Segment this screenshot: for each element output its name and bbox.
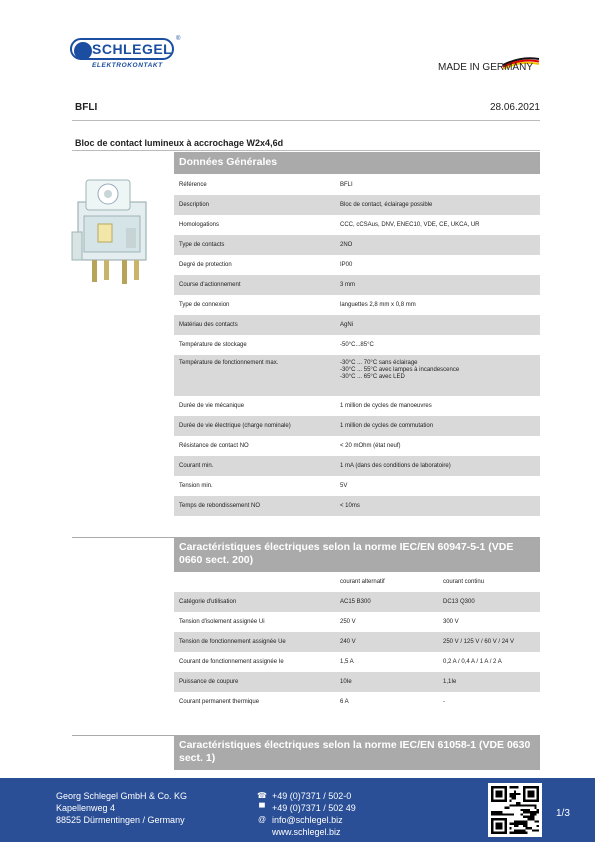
brand-logo <box>70 38 180 72</box>
spec-row <box>174 355 540 396</box>
header-date: 28.06.2021 <box>489 102 540 113</box>
spec-value: < 10ms <box>335 496 540 516</box>
spec-value-dc: DC13 Q300 <box>438 592 540 612</box>
header-divider <box>72 120 540 121</box>
spec-value: 2NO <box>335 235 540 255</box>
footer-city: 88525 Dürmentingen / Germany <box>56 815 185 825</box>
spec-row <box>174 416 540 436</box>
spec-label: Matériau des contacts <box>174 315 335 335</box>
iec61058-section-title: Caractéristiques électriques selon la norme IEC/EN 61058-1 (VDE 0630 sect. 1) <box>174 735 540 770</box>
spec-value-line: -30°C ... 70°C sans éclairage <box>340 360 418 366</box>
header-reference: BFLI <box>75 102 98 113</box>
spec-label: Course d'actionnement <box>174 275 335 295</box>
general-spec-table <box>174 174 540 516</box>
footer-contact <box>257 790 356 838</box>
footer-web[interactable]: www.schlegel.biz <box>272 827 341 837</box>
footer-address <box>56 790 187 826</box>
spec-value: CCC, cCSAus, DNV, ENEC10, VDE, CE, UKCA, UR <box>340 222 480 228</box>
spec-row <box>174 632 540 652</box>
footer-phone[interactable]: +49 (0)7371 / 502-0 <box>272 791 352 801</box>
spec-value-line: -30°C ... 65°C avec LED <box>340 374 405 380</box>
spec-value: Bloc de contact, éclairage possible <box>335 195 540 215</box>
spec-row <box>174 215 540 235</box>
spec-label: Référence <box>179 181 207 188</box>
spec-value: BFLI <box>340 181 353 188</box>
spec-value: 3 mm <box>335 275 540 295</box>
spec-value-ac: 1,5 A <box>340 659 354 665</box>
spec-value-line: -30°C ... 55°C avec lampes à incandescence <box>340 367 460 373</box>
spec-label: Type de contacts <box>174 235 335 255</box>
spec-value-ac: 240 V <box>335 632 438 652</box>
fax-icon: ▀ <box>259 803 265 812</box>
logo-registered: ® <box>176 36 181 42</box>
spec-row <box>174 295 540 315</box>
footer-fax: +49 (0)7371 / 502 49 <box>272 803 356 813</box>
spec-row <box>174 174 540 195</box>
spec-value: -50°C...85°C <box>340 342 374 348</box>
product-image <box>64 172 160 312</box>
spec-label: Temps de rebondissement NO <box>174 496 335 516</box>
spec-row <box>174 592 540 612</box>
spec-row <box>174 315 540 335</box>
spec-value-dc: 300 V <box>443 619 459 625</box>
spec-row <box>174 396 540 416</box>
spec-row <box>174 436 540 456</box>
footer-email[interactable]: info@schlegel.biz <box>272 815 343 825</box>
spec-label: Description <box>174 195 335 215</box>
general-section-title: Données Générales <box>174 152 540 174</box>
spec-label: Type de connexion <box>179 302 230 308</box>
spec-label: Durée de vie électrique (charge nominale) <box>174 416 335 436</box>
email-icon: @ <box>257 815 267 824</box>
spec-label: Catégorie d'utilisation <box>174 592 335 612</box>
spec-value-dc: - <box>443 699 445 705</box>
product-title: Bloc de contact lumineux à accrochage W2x4,6d <box>75 138 284 148</box>
spec-label: Homologations <box>179 222 220 228</box>
qr-code <box>488 783 542 837</box>
spec-value: 1 mA (dans des conditions de laboratoire) <box>335 456 540 476</box>
spec-label: Température de stockage <box>179 342 247 348</box>
col-header-ac: courant alternatif <box>340 579 385 585</box>
spec-row <box>174 672 540 692</box>
spec-label: Puissance de coupure <box>174 672 335 692</box>
spec-row <box>174 456 540 476</box>
spec-row <box>174 612 540 632</box>
spec-label: Tension de fonctionnement assignée Ue <box>174 632 335 652</box>
spec-value-ac: 10Ie <box>335 672 438 692</box>
spec-value: < 20 mOhm (état neuf) <box>340 443 401 449</box>
spec-row <box>174 335 540 355</box>
footer-street: Kapellenweg 4 <box>56 803 116 813</box>
spec-value <box>335 355 540 396</box>
spec-value-dc: 250 V / 125 V / 60 V / 24 V <box>438 632 540 652</box>
spec-value: IP00 <box>340 262 353 268</box>
spec-label: Courant permanent thermique <box>179 699 260 705</box>
logo-subtitle: ELEKTROKONTAKT <box>92 62 163 69</box>
spec-value-dc: 1,1Ie <box>438 672 540 692</box>
made-in-germany: MADE IN GERMANY <box>437 62 533 73</box>
spec-row <box>174 692 540 712</box>
spec-label: Durée de vie mécanique <box>179 403 245 409</box>
title-divider <box>72 150 540 151</box>
spec-label: Tension min. <box>179 483 213 489</box>
iec60947-section-title: Caractéristiques électriques selon la norme IEC/EN 60947-5-1 (VDE 0660 sect. 200) <box>174 537 540 572</box>
spec-row <box>174 652 540 672</box>
spec-row <box>174 235 540 255</box>
spec-row <box>174 275 540 295</box>
spec-label: Degré de protection <box>179 262 232 268</box>
phone-icon: ☎ <box>257 791 267 800</box>
spec-label: Résistance de contact NO <box>179 443 249 449</box>
column-header-row <box>174 572 540 592</box>
spec-row <box>174 476 540 496</box>
spec-value-ac: AC15 B300 <box>335 592 438 612</box>
logo-name: SCHLEGEL <box>92 41 173 57</box>
spec-value-ac: 6 A <box>340 699 349 705</box>
spec-row <box>174 195 540 215</box>
spec-value: 1 million de cycles de manoeuvres <box>340 403 432 409</box>
spec-label: Courant min. <box>174 456 335 476</box>
iec60947-spec-table <box>174 572 540 712</box>
spec-row <box>174 496 540 516</box>
page-footer <box>0 778 595 842</box>
spec-label: Température de fonctionnement max. <box>174 355 335 396</box>
spec-value-ac: 250 V <box>340 619 356 625</box>
spec-value: 5V <box>340 483 348 489</box>
logo-circle-icon <box>74 42 92 60</box>
spec-label: Tension d'isolement assignée Ui <box>179 619 265 625</box>
section-divider <box>72 537 174 538</box>
col-header-dc: courant continu <box>443 579 485 585</box>
spec-value-dc: 0,2 A / 0,4 A / 1 A / 2 A <box>443 659 502 665</box>
spec-label: Courant de fonctionnement assignée Ie <box>179 659 284 665</box>
section-divider <box>72 735 174 736</box>
spec-value: languettes 2,8 mm x 0,8 mm <box>340 302 416 308</box>
spec-value: 1 million de cycles de commutation <box>335 416 540 436</box>
page-number: 1/3 <box>556 808 570 819</box>
footer-company: Georg Schlegel GmbH & Co. KG <box>56 791 188 801</box>
spec-row <box>174 255 540 275</box>
spec-value: AgNi <box>335 315 540 335</box>
